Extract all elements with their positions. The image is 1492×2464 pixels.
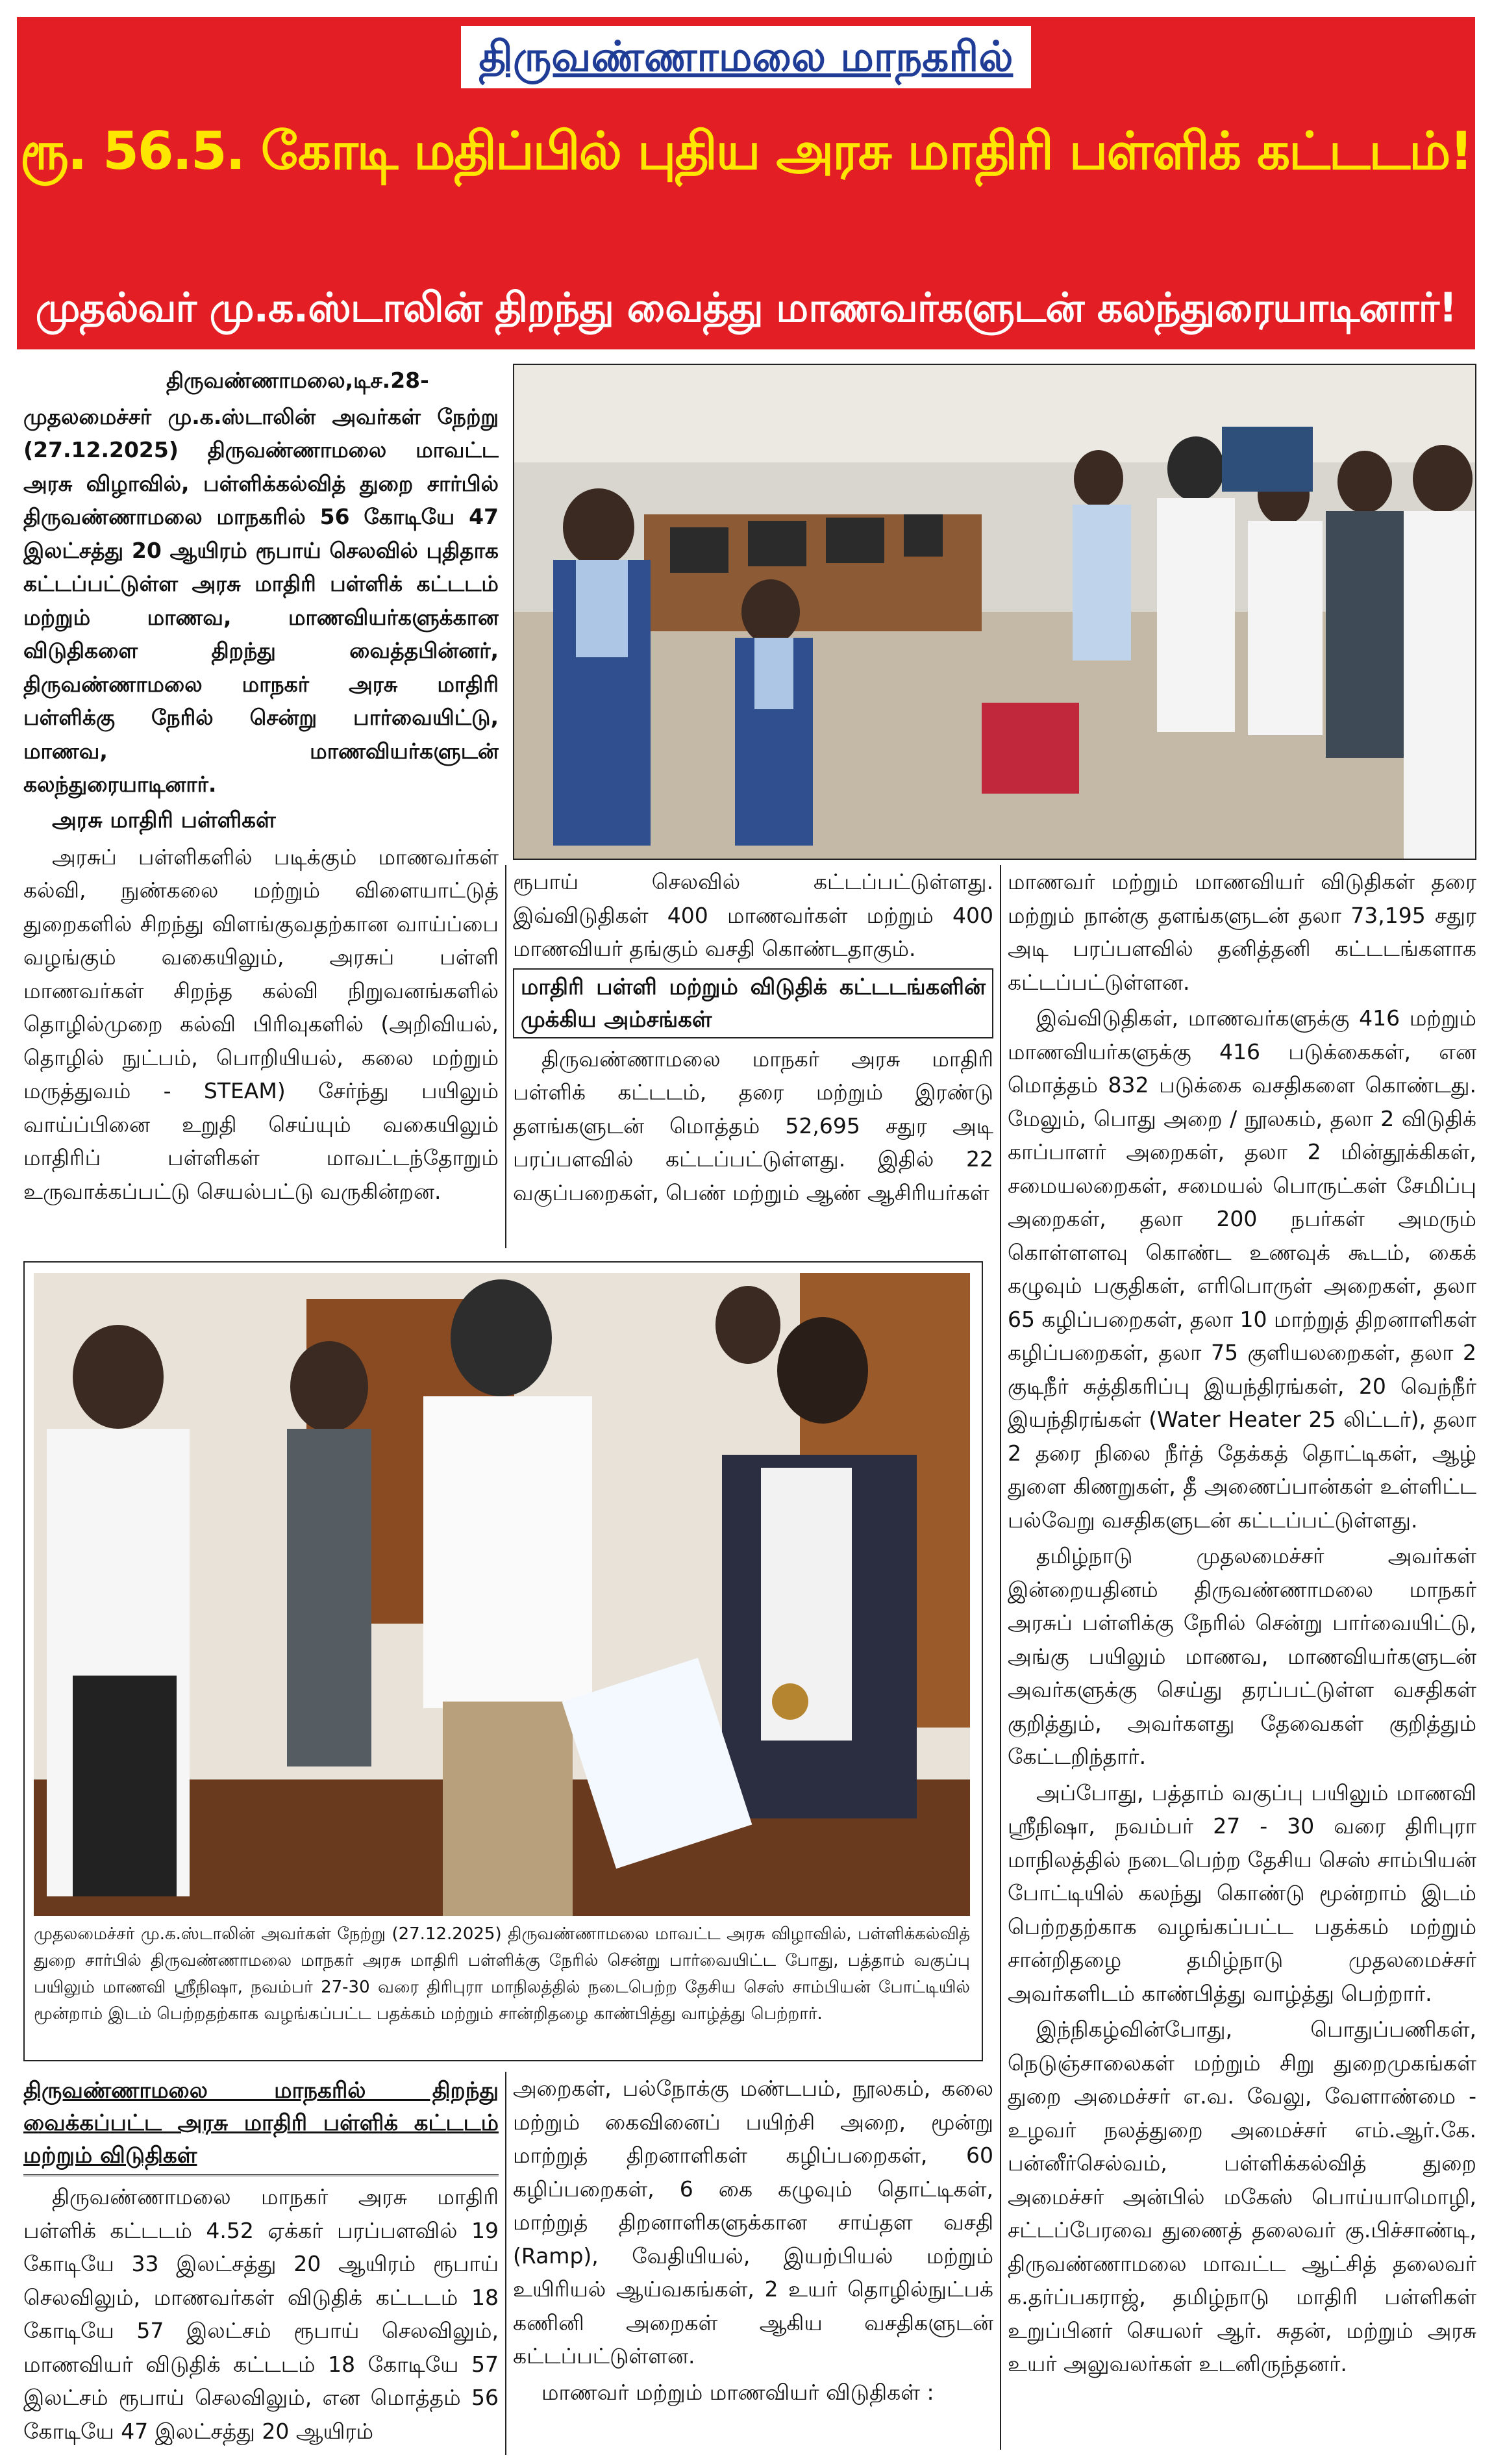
column-divider [505,2072,506,2455]
photo-caption: முதலமைச்சர் மு.க.ஸ்டாலின் அவர்கள் நேற்று (27.12.2025) திருவண்ணாமலை மாவட்ட அரசு விழாவில், பள்ளிக்கல்வித் துறை சார்பில் திருவண்ணாமலை மாநகர் அரசு மாதிரி பள்ளிக்கு நேரில் சென்று பார்வையிட்ட போது, பத்தாம் வகுப்பு பயிலும் மாணவி ஸ்ரீநிஷா, நவம்பர் 27-30 வரை திரிபுரா மாநிலத்தில் நடைபெற்ற தேசிய செஸ் சாம்பியன் போட்டியில் மூன்றாம் இடம் பெற்றதற்காக வழங்கப்பட்ட பதக்கம் மற்றும் சான்றிதழை காண்பித்து வாழ்த்து பெற்றார். [34,1924,970,2024]
photo-chess-student-certificate [34,1273,970,1916]
dateline: திருவண்ணாமலை,டிச.28- [166,368,429,393]
column-divider [505,865,506,1248]
section-heading-opened-buildings: திருவண்ணாமலை மாநகரில் திறந்து வைக்கப்பட்ட அரசு மாதிரி பள்ளிக் கட்டடம் மற்றும் விடுதிகள் [23,2074,499,2176]
paragraph: இவ்விடுதிகள், மாணவர்களுக்கு 416 மற்றும் மாணவியர்களுக்கு 416 படுக்கைகள், என மொத்தம் 832 படுக்கை வசதிகளை கொண்டது. மேலும், பொது அறை / நூலகம், தலா 2 விடுதிக் காப்பாளர் அறைகள், தலா 2 மின்தூக்கிகள், சமையலறைகள், சமையல் பொருட்கள் சேமிப்பு அறைகள், தலா 200 நபர்கள் அமரும் கொள்ளளவு கொண்ட உணவுக் கூடம், கைக் கழுவும் பகுதிகள், எரிபொருள் அறைகள், தலா 65 கழிப்பறைகள், தலா 10 மாற்றுத் திறனாளிகள் கழிப்பறைகள், தலா 75 குளியலறைகள், தலா 2 குடிநீர் சுத்திகரிப்பு இயந்திரங்கள், 20 வெந்நீர் இயந்திரங்கள் (Water Heater 25 லிட்டர்), தலா 2 தரை நிலை நீர்த் தேக்கத் தொட்டிகள், ஆழ் துளை கிணறுகள், தீ அணைப்பான்கள் உள்ளிட்ட பல்வேறு வசதிகளுடன் கட்டப்பட்டுள்ளது. [1008,1005,1476,1533]
paragraph: திருவண்ணாமலை மாநகர் அரசு மாதிரி பள்ளிக் கட்டடம் 4.52 ஏக்கர் பரப்பளவில் 19 கோடியே 33 இலட்சத்து 20 ஆயிரம் ரூபாய் செலவிலும், மாணவர்கள் விடுதிக் கட்டடம் 18 கோடியே 57 இலட்சம் ரூபாய் செலவிலும், மாணவியர் விடுதிக் கட்டடம் 18 கோடியே 57 இலட்சம் ரூபாய் செலவிலும், என மொத்தம் 56 கோடியே 47 இலட்சத்து 20 ஆயிரம் [23,2184,499,2444]
headline: ரூ. 56.5. கோடி மதிப்பில் புதிய அரசு மாதிரி பள்ளிக் கட்டடம்! [19,121,1472,181]
paragraph: அரசுப் பள்ளிகளில் படிக்கும் மாணவர்கள் கல்வி, நுண்கலை மற்றும் விளையாட்டுத் துறைகளில் சிறந்து விளங்குவதற்கான வாய்ப்பை வழங்கும் வகையிலும், அரசுப் பள்ளி மாணவர்கள் சிறந்த கல்வி நிறுவனங்களில் தொழில்முறை கல்வி பிரிவுகளில் (அறிவியல், தொழில் நுட்பம், பொறியியல், கலை மற்றும் மருத்துவம் - STEAM) சேர்ந்து பயிலும் வாய்ப்பினை உறுதி செய்யும் வகையிலும் மாதிரிப் பள்ளிகள் மாவட்டந்தோறும் உருவாக்கப்பட்டு செயல்பட்டு வருகின்றன. [23,844,499,1204]
headline-banner [17,17,1475,349]
paragraph: அறைகள், பல்நோக்கு மண்டபம், நூலகம், கலை மற்றும் கைவினைப் பயிற்சி அறை, மூன்று மாற்றுத் திறனாளிகள் கழிப்பறைகள், 60 கழிப்பறைகள், 6 கை கழுவும் தொட்டிகள், மாற்றுத் திறனாளிகளுக்கான சாய்தள வசதி (Ramp), வேதியியல், இயற்பியல் மற்றும் உயிரியல் ஆய்வகங்கள், 2 உயர் தொழில்நுட்பக் கணினி அறைகள் ஆகிய வசதிகளுடன் கட்டப்பட்டுள்ளன. [513,2076,993,2369]
paragraph: ரூபாய் செலவில் கட்டப்பட்டுள்ளது. இவ்விடுதிகள் 400 மாணவர்கள் மற்றும் 400 மாணவியர் தங்கும் வசதி கொண்டதாகும். [513,869,993,961]
features-column [513,865,993,1255]
paragraph: அப்போது, பத்தாம் வகுப்பு பயிலும் மாணவி ஸ்ரீநிஷா, நவம்பர் 27 - 30 வரை திரிபுரா மாநிலத்தில் நடைபெற்ற தேசிய செஸ் சாம்பியன் போட்டியில் கலந்து கொண்டு மூன்றாம் இடம் பெற்றதற்காக வழங்கப்பட்ட பதக்கம் மற்றும் சான்றிதழை தமிழ்நாடு முதலமைச்சர் அவர்களிடம் காண்பித்து வாழ்த்து பெற்றார். [1008,1779,1476,2006]
kicker-label: திருவண்ணாமலை மாநகரில் [461,26,1032,88]
column-divider [1000,865,1001,2450]
section-heading-model-schools: அரசு மாதிரி பள்ளிகள் [52,807,276,833]
paragraph: தமிழ்நாடு முதலமைச்சர் அவர்கள் இன்றையதினம் திருவண்ணாமலை மாநகர் அரசுப் பள்ளிக்கு நேரில் சென்று பார்வையிட்டு, அங்கு பயிலும் மாணவ, மாணவியர்களுடன் அவர்களுக்கு செய்து தரப்பட்டுள்ள வசதிகள் குறித்தும், அவர்களது தேவைகள் குறித்தும் கேட்டறிந்தார். [1008,1543,1476,1769]
subheadline: முதல்வர் மு.க.ஸ்டாலின் திறந்து வைத்து மாணவர்களுடன் கலந்துரையாடினார்! [35,284,1457,331]
paragraph: மாணவர் மற்றும் மாணவியர் விடுதிகள் : [541,2379,934,2405]
photo-computer-lab-visit [513,364,1476,860]
facilities-column [513,2072,993,2461]
paragraph: திருவண்ணாமலை மாநகர் அரசு மாதிரி பள்ளிக் கட்டடம், தரை மற்றும் இரண்டு தளங்களுடன் மொத்தம் 52,695 சதுர அடி பரப்பளவில் கட்டப்பட்டுள்ளது. இதில் 22 வகுப்பறைகள், பெண் மற்றும் ஆண் ஆசிரியர்கள் [513,1046,993,1205]
paragraph: மாணவர் மற்றும் மாணவியர் விடுதிகள் தரை மற்றும் நான்கு தளங்களுடன் தலா 73,195 சதுர அடி பரப்பளவில் தனித்தனி கட்டடங்களாக கட்டப்பட்டுள்ளன. [1008,869,1476,995]
section-heading-key-features: மாதிரி பள்ளி மற்றும் விடுதிக் கட்டடங்களின் முக்கிய அம்சங்கள் [513,968,993,1038]
paragraph: இந்நிகழ்வின்போது, பொதுப்பணிகள், நெடுஞ்சாலைகள் மற்றும் சிறு துறைமுகங்கள் துறை அமைச்சர் எ.வ. வேலு, வேளாண்மை - உழவர் நலத்துறை அமைச்சர் எம்.ஆர்.கே. பன்னீர்செல்வம், பள்ளிக்கல்வித் துறை அமைச்சர் அன்பில் மகேஸ் பொய்யாமொழி, சட்டப்பேரவை துணைத் தலைவர் கு.பிச்சாண்டி, திருவண்ணாமலை மாவட்ட ஆட்சித் தலைவர் க.தர்ப்பகராஜ், தமிழ்நாடு மாதிரி பள்ளிகள் உறுப்பினர் செயலர் ஆர். சுதன், மற்றும் அரசு உயர் அலுவலர்கள் உடனிருந்தனர். [1008,2017,1476,2376]
opening-column [23,2072,499,2461]
lead-column [23,364,499,1253]
lead-paragraph: முதலமைச்சர் மு.க.ஸ்டாலின் அவர்கள் நேற்று (27.12.2025) திருவண்ணாமலை மாவட்ட அரசு விழாவில், பள்ளிக்கல்வித் துறை சார்பில் திருவண்ணாமலை மாநகரில் 56 கோடியே 47 இலட்சத்து 20 ஆயிரம் ரூபாய் செலவில் புதிதாக கட்டப்பட்டுள்ள அரசு மாதிரி பள்ளிக் கட்டடம் மற்றும் மாணவ, மாணவியர்களுக்கான விடுதிகளை திறந்து வைத்தபின்னர், திருவண்ணாமலை மாநகர் அரசு மாதிரி பள்ளிக்கு நேரில் சென்று பார்வையிட்டு, மாணவ, மாணவியர்களுடன் கலந்துரையாடினார். [23,403,499,797]
hostel-column [1008,865,1476,2456]
